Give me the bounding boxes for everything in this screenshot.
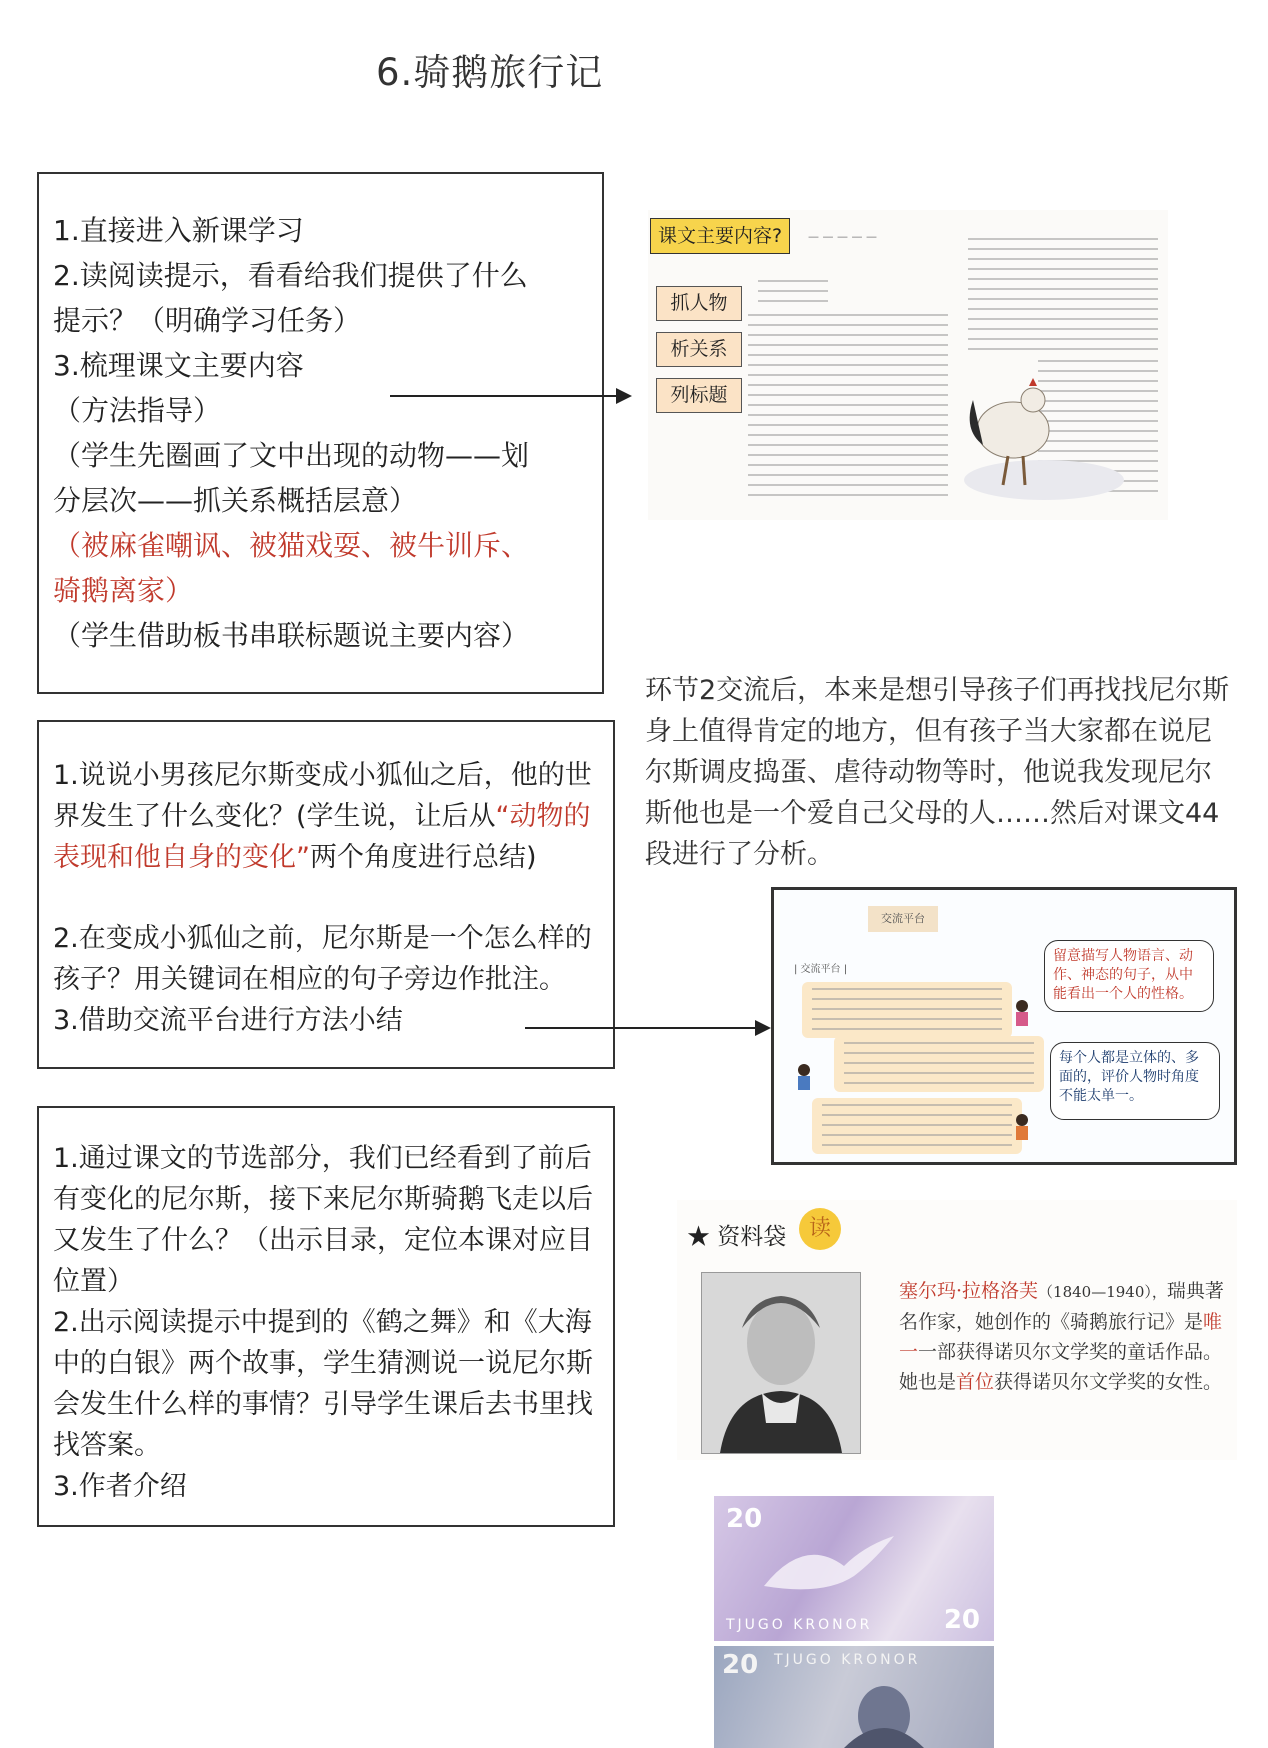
box2-item-1-tail: 两个角度进行总结) xyxy=(310,842,537,873)
flying-goose-icon xyxy=(754,1526,904,1616)
banknote-value: 20 xyxy=(943,1605,980,1635)
platform-text xyxy=(812,988,1002,1034)
bio-highlight-first: 首位 xyxy=(956,1371,995,1393)
lesson-step-box-2 xyxy=(37,720,615,1069)
banknote-value: 20 xyxy=(726,1504,763,1534)
box2-item-2: 2.在变成小狐仙之前，尼尔斯是一个怎么样的孩子？用关键词在相应的句子旁边作批注。 xyxy=(53,923,592,995)
author-bio xyxy=(899,1276,1229,1397)
banknote-front-image xyxy=(714,1646,994,1748)
page-title: 6.骑鹅旅行记 xyxy=(376,51,604,94)
box2-item-1 xyxy=(53,755,601,878)
box3-item-3: 3.作者介绍 xyxy=(53,1471,187,1502)
student-avatar-icon xyxy=(1012,1112,1032,1142)
box2-item-1-text: 1.说说小男孩尼尔斯变成小狐仙之后，他的世界发生了什么变化？(学生说，让后从 xyxy=(53,760,592,832)
box3-item-1: 1.通过课文的节选部分，我们已经看到了前后有变化的尼尔斯，接下来尼尔斯骑鹅飞走以后又发生了什么？（出示目录，定位本课对应目位置） xyxy=(53,1143,593,1297)
box1-line: （学生借助板书串联标题说主要内容） xyxy=(53,619,530,652)
lesson-step-box-3 xyxy=(37,1106,615,1527)
bio-highlight-only: 唯一 xyxy=(899,1311,1223,1363)
platform-label: | 交流平台 | xyxy=(794,964,848,975)
lesson-step-box-1 xyxy=(37,172,604,694)
banknote-back-image xyxy=(714,1496,994,1641)
platform-text xyxy=(822,1104,1012,1150)
box1-line: （方法指导） xyxy=(53,394,222,427)
box2-item-1-highlight: “动物的表现和他自身的变化” xyxy=(53,801,591,873)
platform-title-placeholder: 交流平台 xyxy=(868,906,938,932)
box2-item-3: 3.借助交流平台进行方法小结 xyxy=(53,1005,403,1036)
author-years: （1840—1940）， xyxy=(1038,1283,1167,1301)
arrow-to-textbook xyxy=(390,395,630,397)
textbook-text-block xyxy=(748,314,948,504)
box1-line-highlight: 骑鹅离家） xyxy=(53,574,194,607)
banknote-value: 20 xyxy=(722,1650,759,1680)
textbook-subheader-placeholder: — — — — — xyxy=(808,230,877,243)
main-content-header: 课文主要内容? xyxy=(650,218,790,254)
box1-line: （学生先圈画了文中出现的动物——划 xyxy=(53,439,530,472)
textbook-main-content-image xyxy=(648,210,1168,520)
reflection-note: 环节2交流后，本来是想引导孩子们再找找尼尔斯身上值得肯定的地方，但有孩子当大家都在说尼尔斯调皮捣蛋、虐待动物等时，他说我发现尼尔斯他也是一个爱自己父母的人……然后对课文44段进行了分析。 xyxy=(645,675,1230,870)
tag-heading: 列标题 xyxy=(656,378,742,413)
bio-text-b: 一部获得诺贝尔文学奖的童话作品。她也是 xyxy=(899,1341,1223,1393)
exchange-platform-image xyxy=(771,887,1237,1165)
read-badge: 读 xyxy=(799,1208,841,1250)
box1-line: 1.直接进入新课学习 xyxy=(53,214,304,247)
author-portrait-image xyxy=(701,1272,861,1454)
rooster-illustration xyxy=(953,360,1063,500)
bio-text-c: 获得诺贝尔文学奖的女性。 xyxy=(994,1371,1223,1393)
tag-relation: 析关系 xyxy=(656,332,742,367)
bio-text-a: 瑞典著名作家，她创作的《骑鹅旅行记》是 xyxy=(899,1280,1224,1333)
box1-line: 2.读阅读提示，看看给我们提供了什么 xyxy=(53,259,528,292)
tip-bubble-1: 留意描写人物语言、动作、神态的句子，从中能看出一个人的性格。 xyxy=(1044,940,1214,1012)
tag-character: 抓人物 xyxy=(656,286,742,321)
arrow-to-platform xyxy=(525,1027,769,1029)
portrait-engraving-icon xyxy=(824,1676,944,1748)
textbook-text-block xyxy=(968,238,1158,353)
student-avatar-icon xyxy=(1012,998,1032,1028)
platform-text xyxy=(844,1042,1034,1088)
box1-line-highlight: （被麻雀嘲讽、被猫戏耍、被牛训斥、 xyxy=(53,529,530,562)
banknote-currency: TJUGO KRONOR xyxy=(774,1652,921,1668)
resource-title: ★ 资料袋 xyxy=(687,1224,787,1250)
author-resource-card xyxy=(677,1200,1237,1460)
tip-bubble-2: 每个人都是立体的、多面的，评价人物时角度不能太单一。 xyxy=(1050,1042,1220,1120)
portrait-icon xyxy=(702,1273,860,1453)
box3-item-2: 2.出示阅读提示中提到的《鹤之舞》和《大海中的白银》两个故事，学生猜测说一说尼尔斯会发生什么样的事情？引导学生课后去书里找找答案。 xyxy=(53,1307,593,1461)
author-name: 塞尔玛·拉格洛芙 xyxy=(899,1280,1039,1302)
student-avatar-icon xyxy=(794,1062,814,1092)
textbook-text-block xyxy=(758,280,828,310)
banknote-currency: TJUGO KRONOR xyxy=(726,1617,873,1633)
box1-line: 3.梳理课文主要内容 xyxy=(53,349,304,382)
box1-line: 分层次——抓关系概括层意） xyxy=(53,484,418,517)
box1-line: 提示？（明确学习任务） xyxy=(53,304,362,337)
